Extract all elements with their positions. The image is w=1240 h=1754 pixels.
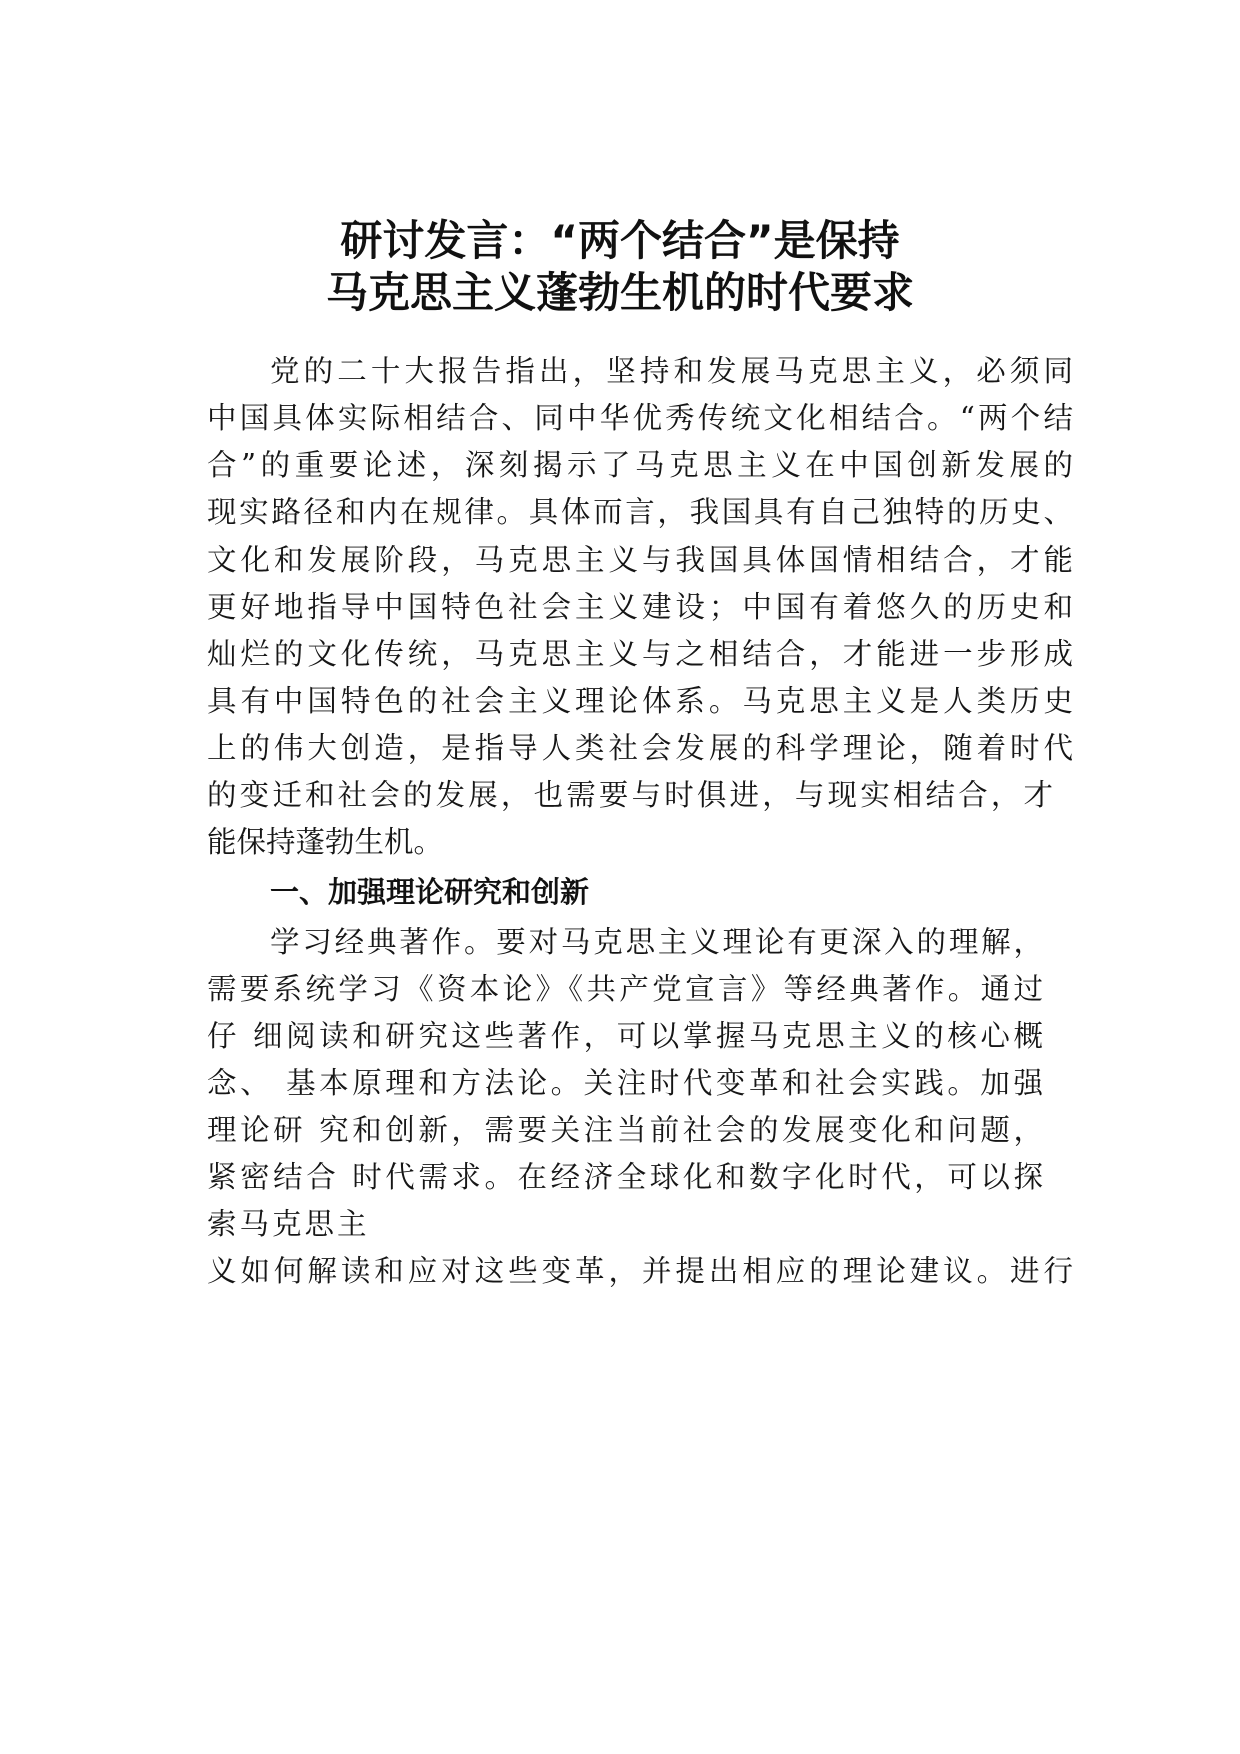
paragraph-1-line: 的变迁和社会的发展，也需要与时俱进，与现实相结合，才 — [207, 778, 1053, 812]
section-heading: 一、加强理论研究和创新 — [270, 875, 590, 909]
paragraph-1-line: 灿烂的文化传统，马克思主义与之相结合，才能进一步形成 — [207, 637, 1073, 671]
paragraph-2-line: 理论研 究和创新，需要关注当前社会的发展变化和问题， — [207, 1113, 1043, 1147]
paragraph-2-line: 紧密结合 时代需求。在经济全球化和数字化时代，可以探 — [207, 1160, 1043, 1194]
paragraph-2-line: 仔 细阅读和研究这些著作，可以掌握马克思主义的核心概 — [207, 1019, 1043, 1053]
paragraph-1-line: 更好地指导中国特色社会主义建设；中国有着悠久的历史和 — [207, 590, 1073, 624]
paragraph-1-line: 上的伟大创造，是指导人类社会发展的科学理论，随着时代 — [207, 731, 1073, 765]
paragraph-1-line: 党的二十大报告指出，坚持和发展马克思主义，必须同 — [270, 354, 1073, 388]
title-line-1: 研讨发言：“两个结合”是保持 — [340, 216, 900, 265]
paragraph-2-line: 索马克思主 — [207, 1207, 370, 1241]
title-line-2: 马克思主义蓬勃生机的时代要求 — [325, 268, 914, 317]
paragraph-2-line: 需要系统学习《资本论》《共产党宣言》等经典著作。通过 — [207, 972, 1043, 1006]
paragraph-1-line: 文化和发展阶段，马克思主义与我国具体国情相结合，才能 — [207, 543, 1073, 577]
paragraph-2-line: 义如何解读和应对这些变革，并提出相应的理论建议。进行 — [207, 1254, 1073, 1288]
paragraph-2-line: 学习经典著作。要对马克思主义理论有更深入的理解， — [270, 925, 1043, 959]
paragraph-1-line: 合”的重要论述，深刻揭示了马克思主义在中国创新发展的 — [207, 448, 1073, 482]
paragraph-2-line: 念、 基本原理和方法论。关注时代变革和社会实践。加强 — [207, 1066, 1043, 1100]
paragraph-1-line: 具有中国特色的社会主义理论体系。马克思主义是人类历史 — [207, 684, 1073, 718]
paragraph-1-line: 能保持蓬勃生机。 — [207, 825, 444, 859]
paragraph-1-line: 中国具体实际相结合、同中华优秀传统文化相结合。“两个结 — [207, 401, 1073, 435]
paragraph-1-line: 现实路径和内在规律。具体而言，我国具有自己独特的历史、 — [207, 495, 1073, 529]
